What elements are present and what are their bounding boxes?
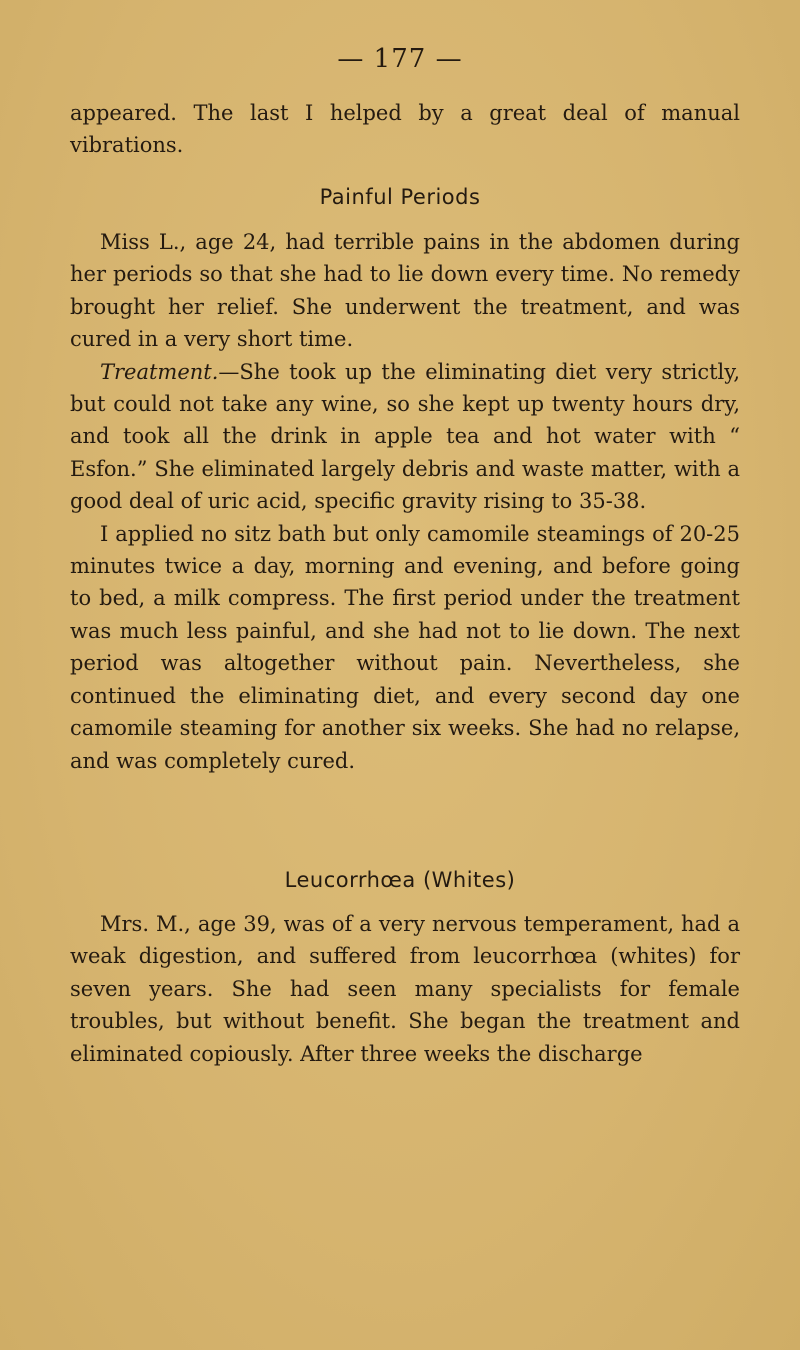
paragraph-case-mrs-m: Mrs. M., age 39, was of a very nervous temperament, had a weak digestion, and suffered from leucorrhœa (whites) for seven years. She had seen many specialists for female troubles, but without benefit. She began the treatment and eliminated copiously. After three weeks the discharge [70, 912, 740, 1066]
continuation-text [70, 97, 740, 162]
paragraph-case-miss-l: Miss L., age 24, had terrible pains in the abdomen during her periods so that she had to lie down every time. No remedy brought her relief. She underwent the treatment, and was cured in a very short time. [70, 230, 740, 352]
section-painful-periods-body [70, 226, 740, 777]
paragraph-steamings: I applied no sitz bath but only camomile steamings of 20-25 minutes twice a day, morning and evening, and before going to bed, a milk compress. The first period under the treatment was much less painful, and she had not to lie down. The next period was altogether without pain. Nevertheless, she continued the eliminating diet, and every second day one camomile steaming for another six weeks. She had no relapse, and was completely cured. [70, 521, 740, 773]
paragraph-treatment [70, 356, 740, 518]
treatment-text: —She took up the eliminating diet very strictly, but could not take any wine, so she kept up twenty hours dry, and took all the drink in apple tea and hot water with “ Esfon.” She eliminated largely debris and waste matter, with a good deal of uric acid, specific gravity rising to 35-38. [70, 359, 740, 514]
section-heading-leucorrhoea: Leucorrhœa (Whites) [284, 868, 516, 892]
section-leucorrhoea-body [70, 908, 740, 1070]
treatment-lead-label: Treatment. [100, 359, 219, 384]
continuation-paragraph: appeared. The last I helped by a great deal of manual vibrations. [70, 101, 740, 158]
page-number: — 177 — [337, 44, 463, 74]
section-heading-painful-periods: Painful Periods [319, 185, 481, 209]
